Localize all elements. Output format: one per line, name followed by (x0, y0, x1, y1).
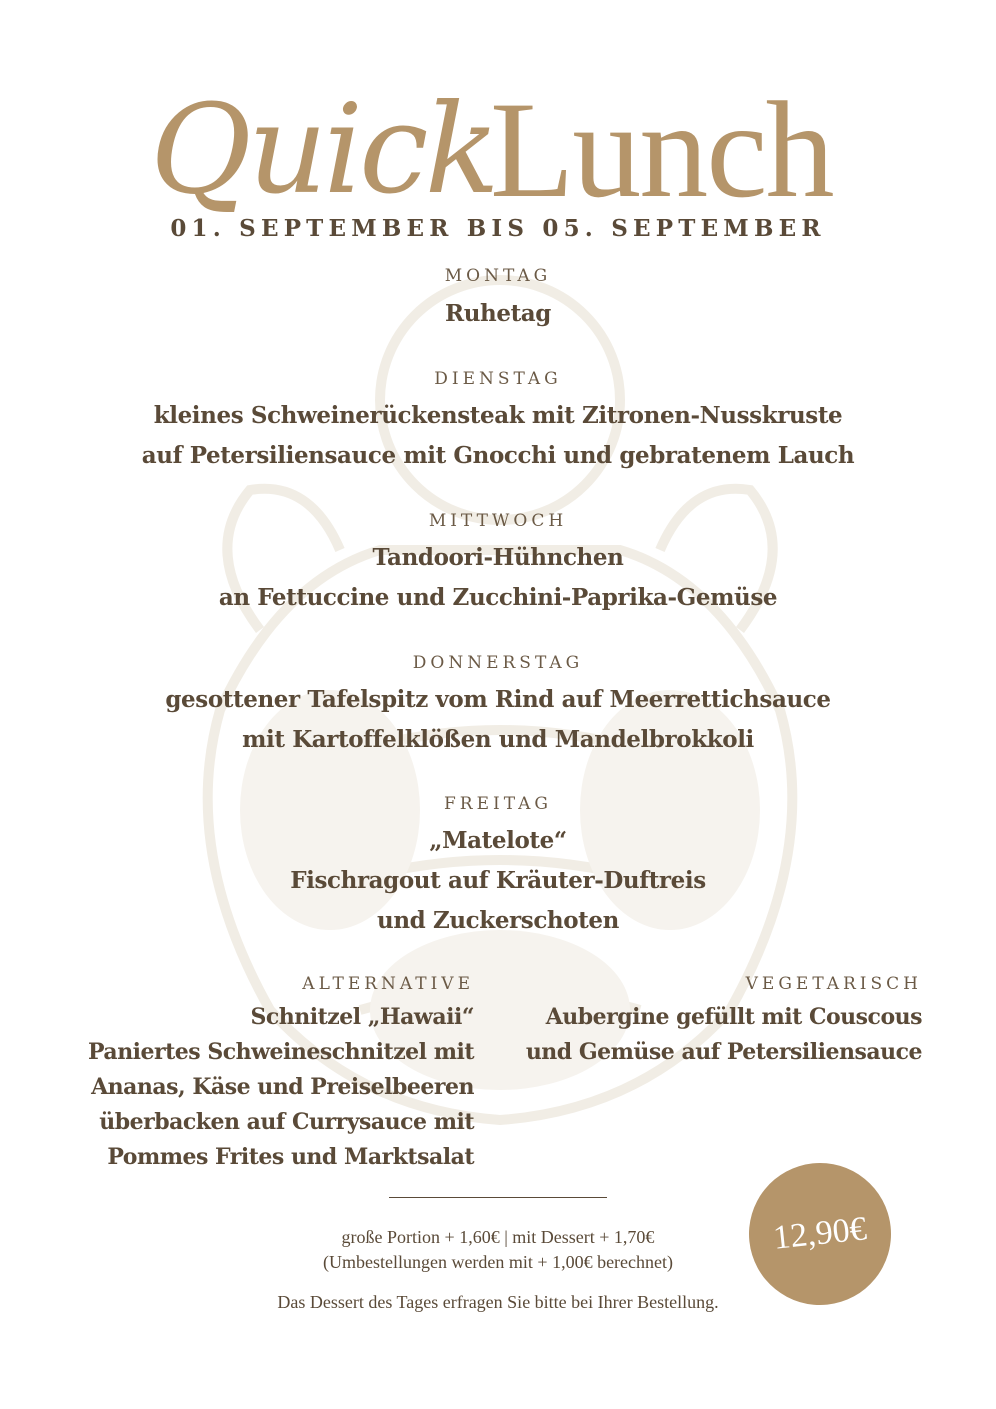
day-label-freitag: FREITAG (444, 794, 552, 814)
vegetarian-dish (520, 1000, 922, 1070)
dish-line: an Fettuccine und Zucchini-Paprika-Gemüse (218, 584, 778, 611)
dish-line: auf Petersiliensauce mit Gnocchi und gebratenem Lauch (141, 442, 855, 469)
menu-title (0, 68, 996, 226)
title-main-word: Lunch (490, 73, 833, 226)
dish-line: Paniertes Schweineschnitzel mit (87, 1039, 474, 1065)
dish-line: Ananas, Käse und Preiselbeeren (91, 1074, 474, 1100)
day-label-dienstag: DIENSTAG (434, 369, 562, 389)
dish-line: Tandoori-Hühnchen (372, 544, 624, 571)
day-label-donnerstag: DONNERSTAG (412, 653, 584, 673)
change-fee-note: (Umbestellungen werden mit + 1,00€ berechnet) (322, 1252, 674, 1272)
dish-donnerstag (0, 680, 996, 760)
dish-line: und Gemüse auf Petersiliensauce (525, 1039, 922, 1065)
alternative-dish (60, 1000, 474, 1175)
vegetarian-label: VEGETARISCH (745, 974, 922, 994)
title-script-word: Quick (150, 78, 496, 222)
dish-line: Schnitzel „Hawaii“ (250, 1004, 474, 1030)
dish-line: Aubergine gefüllt mit Couscous (545, 1004, 922, 1030)
dish-line: Ruhetag (444, 300, 551, 327)
dish-dienstag (0, 396, 996, 476)
alternative-label: ALTERNATIVE (302, 974, 474, 994)
footer-divider (389, 1197, 607, 1198)
dish-line: mit Kartoffelklößen und Mandelbrokkoli (242, 726, 754, 753)
alternative-section (60, 974, 474, 1175)
dish-line: „Matelote“ (429, 827, 567, 854)
dish-line: Pommes Frites und Marktsalat (107, 1144, 474, 1170)
dessert-note: Das Dessert des Tages erfragen Sie bitte bei Ihrer Bestellung. (277, 1292, 719, 1312)
date-range: 01. SEPTEMBER BIS 05. SEPTEMBER (170, 215, 826, 242)
dish-line: gesottener Tafelspitz vom Rind auf Meerrettichsauce (165, 686, 831, 713)
vegetarian-section (520, 974, 922, 1070)
dish-mittwoch (0, 538, 996, 618)
price-badge (742, 1156, 898, 1312)
dish-line: Fischragout auf Kräuter-Duftreis (290, 867, 706, 894)
dish-line: kleines Schweinerückensteak mit Zitronen-Nusskruste (153, 402, 843, 429)
dish-freitag (0, 821, 996, 941)
portion-prices: große Portion + 1,60€ | mit Dessert + 1,70€ (341, 1227, 655, 1247)
price-value: 12,90€ (771, 1210, 869, 1257)
day-label-montag: MONTAG (444, 266, 552, 286)
day-label-mittwoch: MITTWOCH (428, 511, 568, 531)
dish-line: überbacken auf Currysauce mit (99, 1109, 474, 1135)
dish-montag (0, 294, 996, 334)
dish-line: und Zuckerschoten (377, 907, 619, 934)
